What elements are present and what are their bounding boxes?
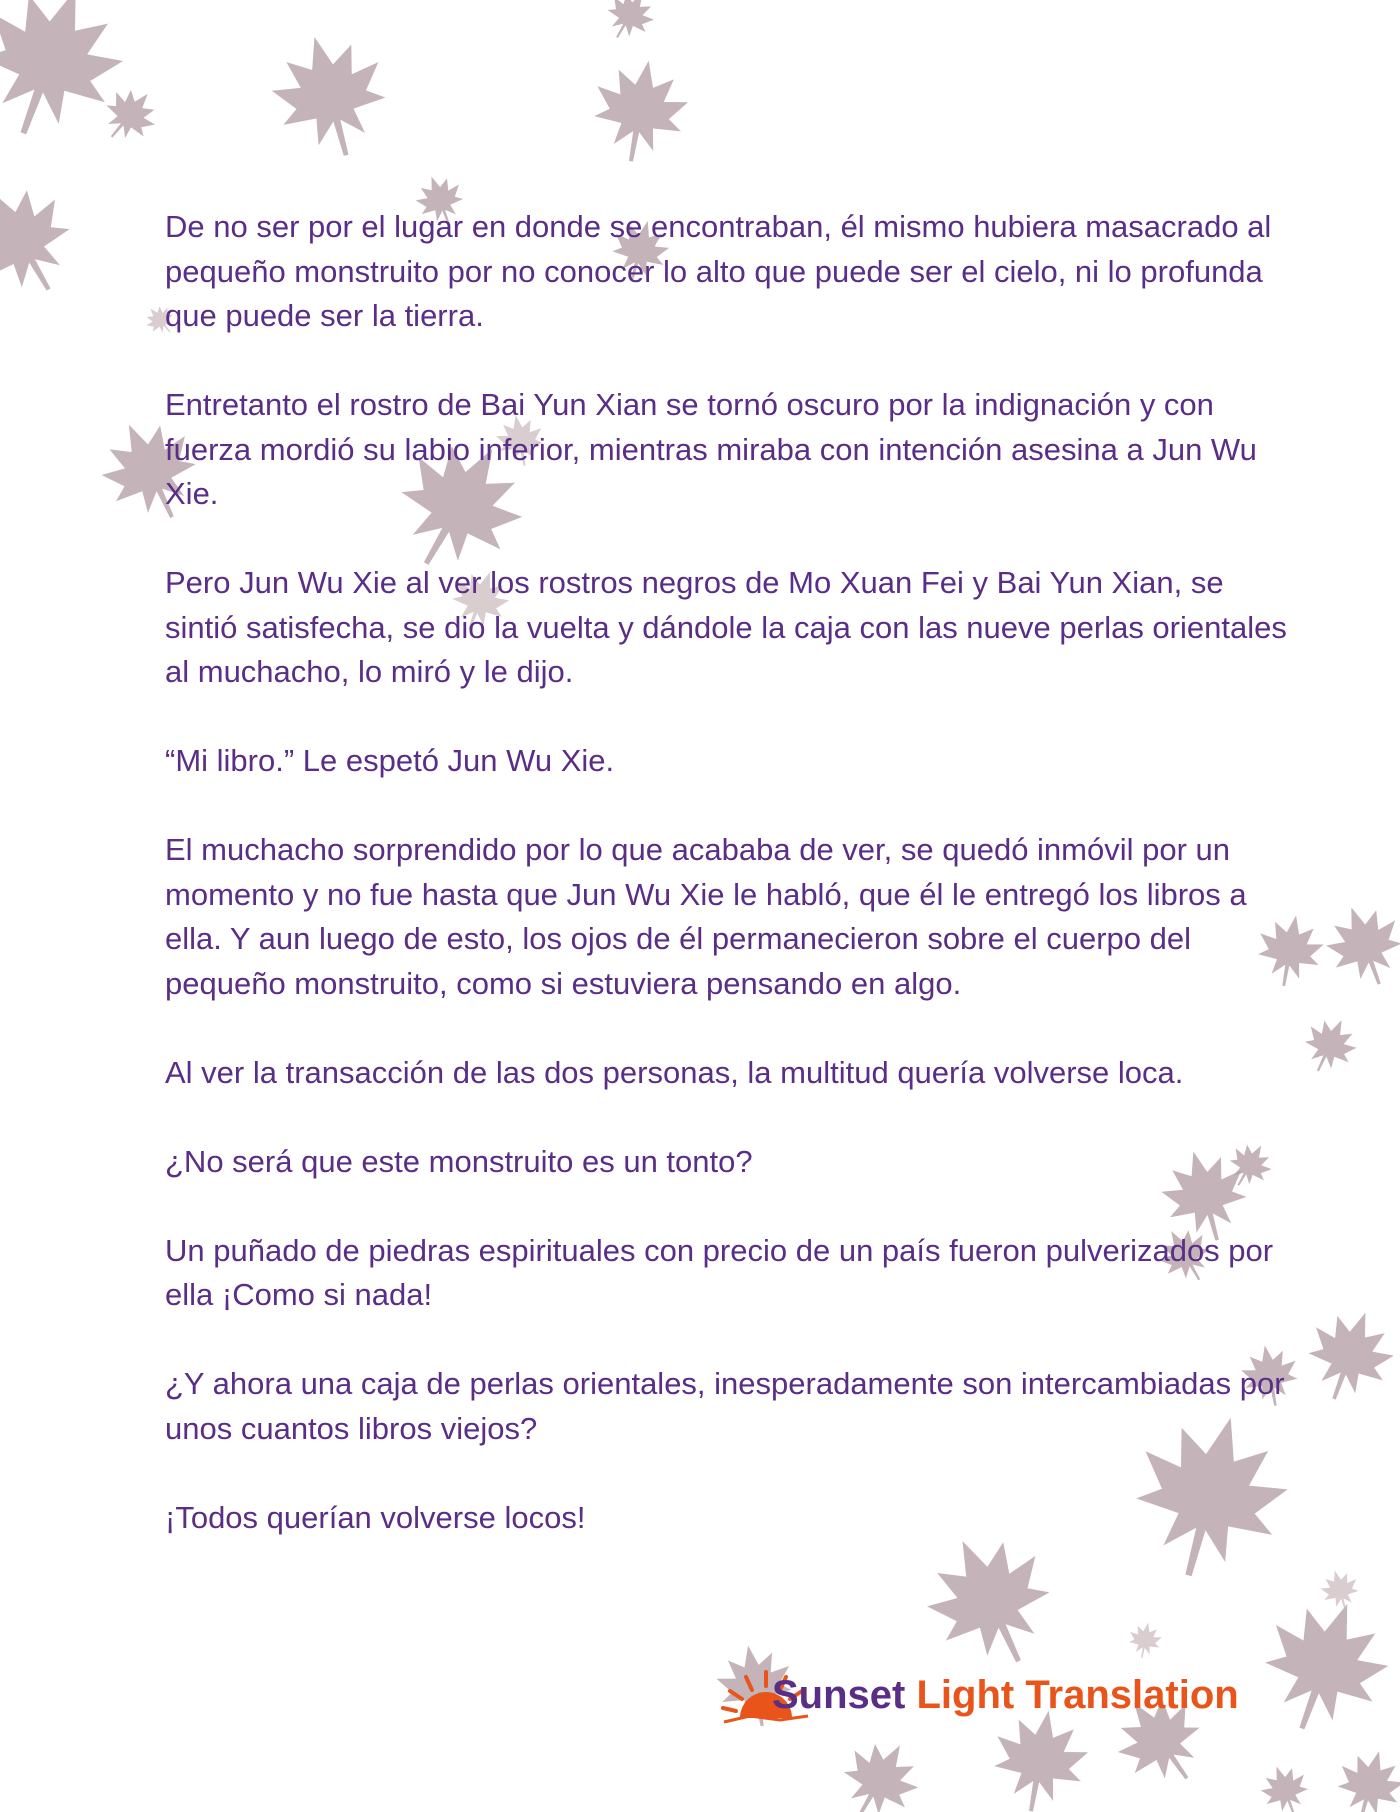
document-body	[165, 205, 1295, 1585]
paragraph: ¡Todos querían volverse locos!	[165, 1499, 586, 1535]
maple-leaf-icon	[1317, 895, 1400, 997]
paragraph: Pero Jun Wu Xie al ver los rostros negros de Mo Xuan Fei y Bai Yun Xian, se sintió satisfecha, se dio la vuelta y dándole la caja con las nueve perlas orientales al muchacho, lo miró y le dijo.	[165, 565, 1287, 689]
paragraph: ¿No será que este monstruito es un tonto?	[165, 1143, 753, 1179]
paragraph: El muchacho sorprendido por lo que acababa de ver, se quedó inmóvil por un momento y no fue hasta que Jun Wu Xie le habló, que él le entregó los libros a ella. Y aun luego de esto, los ojos de él permanecieron sobre el cuerpo del pequeño monstruito, como si estuviera pensando en algo.	[165, 832, 1247, 1001]
paragraph: Entretanto el rostro de Bai Yun Xian se tornó oscuro por la indignación y con fuerza mordió su labio inferior, mientras miraba con intención asesina a Jun Wu Xie.	[165, 387, 1257, 511]
maple-leaf-icon	[1295, 1009, 1365, 1081]
maple-leaf-icon	[0, 167, 92, 315]
maple-leaf-icon	[0, 0, 140, 157]
logo-wordmark	[772, 1670, 1239, 1720]
maple-leaf-icon	[1126, 1620, 1164, 1661]
paragraph: Al ver la transacción de las dos personas, la multitud quería volverse loca.	[165, 1054, 1184, 1090]
paragraph: Un puñado de piedras espirituales con precio de un país fueron pulverizados por ella ¡Como si nada!	[165, 1232, 1274, 1312]
paragraph: ¿Y ahora una caja de perlas orientales, inesperadamente son intercambiadas por unos cuantos libros viejos?	[165, 1366, 1285, 1446]
logo-word-sunset: Sunset	[772, 1673, 906, 1717]
translation-group-logo	[720, 1666, 1280, 1726]
paragraph: De no ser por el lugar en donde se encontraban, él mismo hubiera masacrado al pequeño monstruito por no conocer lo alto que puede ser el cielo, ni lo profunda que puede ser la tierra.	[165, 209, 1272, 333]
maple-leaf-icon	[1255, 1759, 1316, 1812]
maple-leaf-icon	[586, 53, 694, 169]
paragraph: “Mi libro.” Le espetó Jun Wu Xie.	[165, 743, 615, 778]
maple-leaf-icon	[597, 0, 662, 49]
maple-leaf-icon	[827, 1727, 932, 1812]
maple-leaf-icon	[92, 78, 167, 154]
maple-leaf-icon	[1317, 1566, 1363, 1615]
logo-word-light-translation: Light Translation	[916, 1673, 1239, 1717]
maple-leaf-icon	[1295, 1299, 1400, 1414]
maple-leaf-icon	[1329, 1743, 1400, 1812]
maple-leaf-icon	[261, 23, 399, 170]
